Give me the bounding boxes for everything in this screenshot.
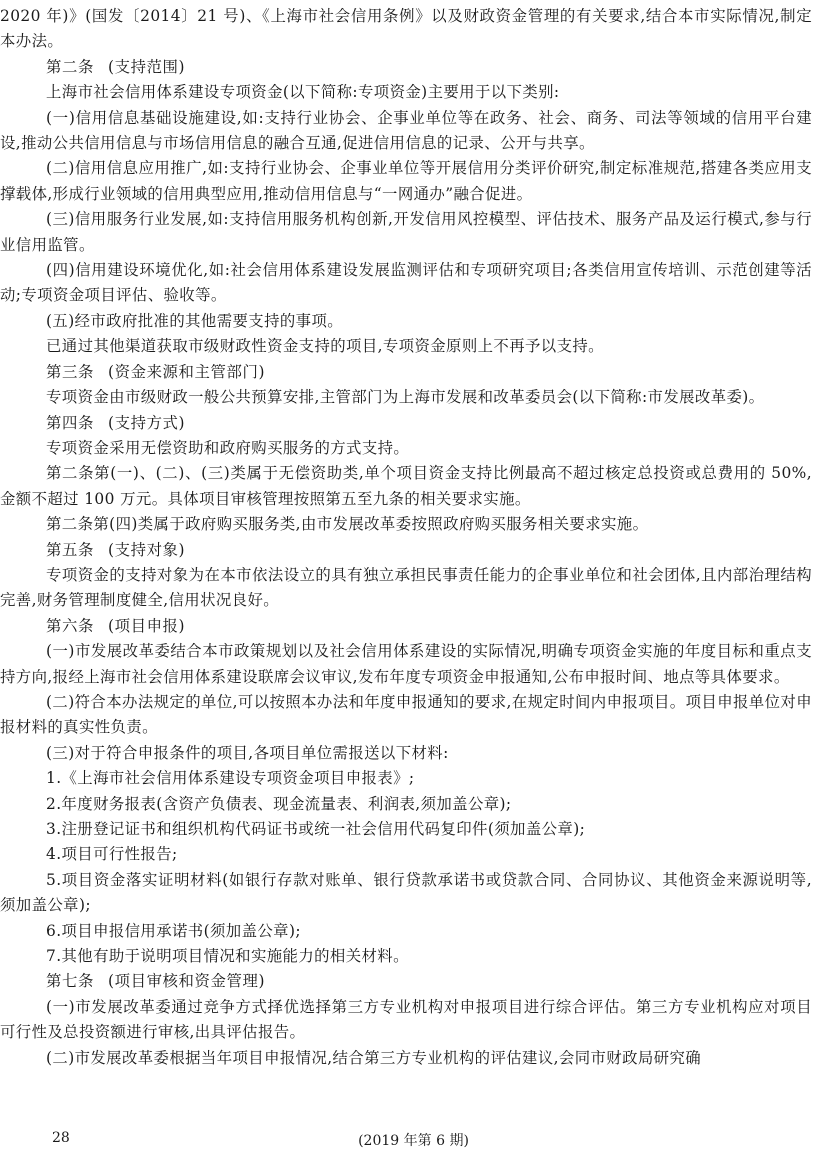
body-paragraph: 上海市社会信用体系建设专项资金(以下简称:专项资金)主要用于以下类别: xyxy=(46,83,560,102)
issue-label: (2019 年第 6 期) xyxy=(358,1133,469,1149)
body-paragraph-continued: 2020 年)》(国发〔2014〕21 号)、《上海市社会信用条例》以及财政资金管理的有关要求,结合本市实际情况,制定本办法。 xyxy=(0,7,812,51)
page-number: 28 xyxy=(52,1130,70,1146)
body-paragraph: (二)市发展改革委根据当年项目申报情况,结合第三方专业机构的评估建议,会同市财政局研究确 xyxy=(46,1048,702,1067)
body-paragraph: 已通过其他渠道获取市级财政性资金支持的项目,专项资金原则上不再予以支持。 xyxy=(46,337,604,356)
body-paragraph: (二)信用信息应用推广,如:支持行业协会、企事业单位等开展信用分类评价研究,制定标准规范,搭建各类应用支撑载体,形成行业领域的信用典型应用,推动信用信息与“一网通办”融合促进。 xyxy=(0,159,812,203)
body-paragraph: 1.《上海市社会信用体系建设专项资金项目申报表》; xyxy=(46,769,415,788)
article-heading xyxy=(0,969,812,994)
article-number: 第七条 xyxy=(46,972,94,991)
article-title: (项目申报) xyxy=(107,616,186,635)
body-paragraph: (五)经市政府批准的其他需要支持的事项。 xyxy=(46,311,344,330)
article-number: 第五条 xyxy=(46,540,94,559)
body-paragraph: (一)信用信息基础设施建设,如:支持行业协会、企事业单位等在政务、社会、商务、司法等领域的信用平台建设,推动公共信用信息与市场信用信息的融合互通,促进信用信息的记录、公开与共享。 xyxy=(0,108,812,153)
body-paragraph: (二)符合本办法规定的单位,可以按照本办法和年度申报通知的要求,在规定时间内申报项目。项目申报单位对申报材料的真实性负责。 xyxy=(0,692,812,737)
body-paragraph: (一)市发展改革委结合本市政策规划以及社会信用体系建设的实际情况,明确专项资金实施的年度目标和重点支持方向,报经上海市社会信用体系建设联席会议审议,发布年度专项资金申报通知,公布申报时间、地点等具体要求。 xyxy=(0,642,812,686)
body-paragraph: 第二条第(一)、(二)、(三)类属于无偿资助类,单个项目资金支持比例最高不超过核定总投资或总费用的 50%,金额不超过 100 万元。具体项目审核管理按照第五至九条的相关要求实施。 xyxy=(0,464,812,508)
article-heading xyxy=(0,411,812,436)
article-title: (支持方式) xyxy=(107,413,186,432)
body-paragraph: 3.注册登记证书和组织机构代码证书或统一社会信用代码复印件(须加盖公章); xyxy=(46,820,586,838)
body-paragraph: 4.项目可行性报告; xyxy=(46,845,178,864)
article-heading xyxy=(0,55,812,80)
body-paragraph: 专项资金由市级财政一般公共预算安排,主管部门为上海市发展和改革委员会(以下简称:市发展改革委)。 xyxy=(46,388,765,407)
document-body xyxy=(0,4,812,1071)
article-number: 第二条 xyxy=(46,57,94,76)
body-paragraph: 第二条第(四)类属于政府购买服务类,由市发展改革委按照政府购买服务相关要求实施。 xyxy=(46,515,649,534)
article-heading xyxy=(0,614,812,639)
article-heading xyxy=(0,538,812,563)
body-paragraph: 5.项目资金落实证明材料(如银行存款对账单、银行贷款承诺书或贷款合同、合同协议、其他资金来源说明等,须加盖公章); xyxy=(0,870,812,915)
body-paragraph: 7.其他有助于说明项目情况和实施能力的相关材料。 xyxy=(46,947,409,966)
article-number: 第六条 xyxy=(46,616,94,635)
body-paragraph: (四)信用建设环境优化,如:社会信用体系建设发展监测评估和专项研究项目;各类信用宣传培训、示范创建等活动;专项资金项目评估、验收等。 xyxy=(0,261,812,305)
article-heading xyxy=(0,360,812,385)
body-paragraph: (一)市发展改革委通过竞争方式择优选择第三方专业机构对申报项目进行综合评估。第三方专业机构应对项目可行性及总投资额进行审核,出具评估报告。 xyxy=(0,997,812,1042)
article-number: 第三条 xyxy=(46,362,94,381)
body-paragraph: 2.年度财务报表(含资产负债表、现金流量表、利润表,须加盖公章); xyxy=(46,794,512,813)
article-title: (支持对象) xyxy=(107,540,186,559)
article-title: (资金来源和主管部门) xyxy=(107,362,266,381)
article-title: (支持范围) xyxy=(107,57,186,76)
body-paragraph: 6.项目申报信用承诺书(须加盖公章); xyxy=(46,921,301,940)
page-footer xyxy=(0,1130,827,1156)
body-paragraph: (三)信用服务行业发展,如:支持信用服务机构创新,开发信用风控模型、评估技术、服务产品及运行模式,参与行业信用监管。 xyxy=(0,210,812,254)
body-paragraph: 专项资金的支持对象为在本市依法设立的具有独立承担民事责任能力的企事业单位和社会团体,且内部治理结构完善,财务管理制度健全,信用状况良好。 xyxy=(0,565,812,610)
article-number: 第四条 xyxy=(46,413,94,432)
body-paragraph: (三)对于符合申报条件的项目,各项目单位需报送以下材料: xyxy=(46,743,449,762)
body-paragraph: 专项资金采用无偿资助和政府购买服务的方式支持。 xyxy=(46,438,410,457)
article-title: (项目审核和资金管理) xyxy=(107,972,266,991)
